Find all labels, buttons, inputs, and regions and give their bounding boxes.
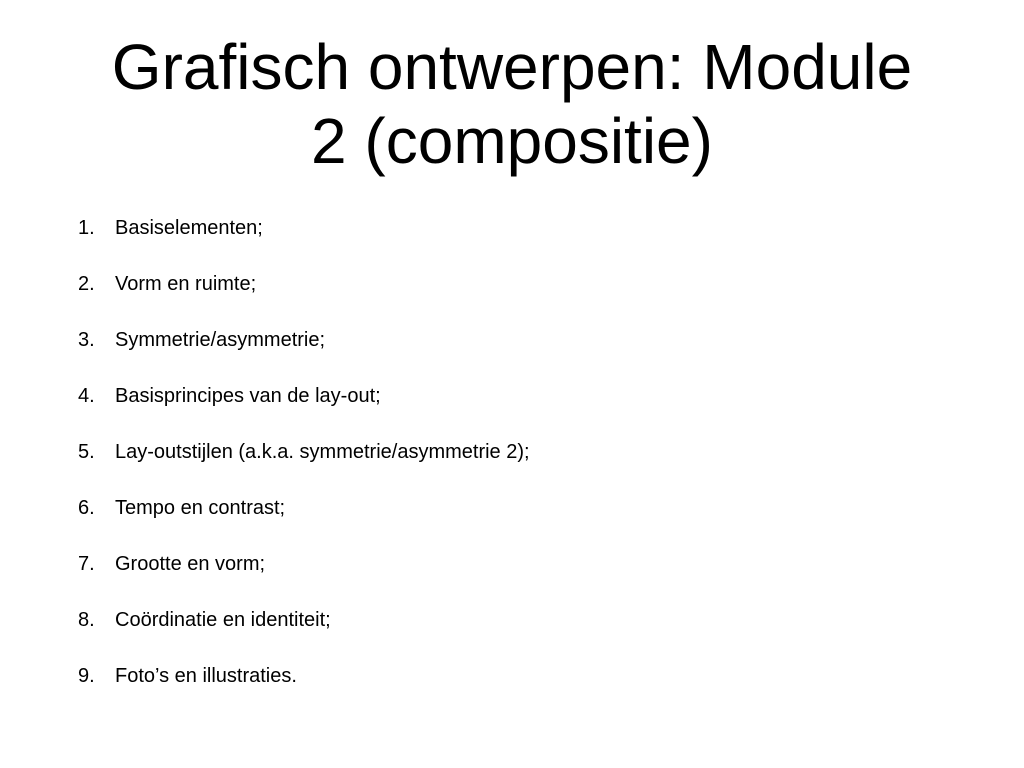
list-item-text: Tempo en contrast; [115, 497, 286, 519]
list-item [78, 550, 530, 606]
module-topic-list [78, 214, 530, 718]
list-item [78, 214, 530, 270]
list-item-text: Lay-outstijlen (a.k.a. symmetrie/asymmetrie 2); [115, 441, 530, 463]
list-item [78, 438, 530, 494]
list-item-text: Vorm en ruimte; [115, 273, 257, 295]
list-item-number: 1. [78, 217, 95, 239]
list-item-text: Coördinatie en identiteit; [115, 609, 331, 631]
list-item-text: Basisprincipes van de lay-out; [115, 385, 381, 407]
list-item [78, 326, 530, 382]
slide-title-line-2: 2 (compositie) [311, 105, 713, 177]
list-item-number: 7. [78, 553, 95, 575]
list-item [78, 494, 530, 550]
slide-title-line-1: Grafisch ontwerpen: Module [111, 31, 913, 103]
list-item-text: Symmetrie/asymmetrie; [115, 329, 326, 351]
list-item-number: 6. [78, 497, 95, 519]
slide-title [40, 30, 984, 178]
list-item-number: 2. [78, 273, 95, 295]
list-item [78, 606, 530, 662]
list-item-number: 5. [78, 441, 95, 463]
list-item [78, 382, 530, 438]
list-item [78, 270, 530, 326]
list-item-number: 3. [78, 329, 95, 351]
list-item-text: Grootte en vorm; [115, 553, 266, 575]
list-item-number: 4. [78, 385, 95, 407]
list-item-text: Foto’s en illustraties. [115, 665, 297, 687]
list-item [78, 662, 530, 718]
list-item-number: 8. [78, 609, 95, 631]
list-item-number: 9. [78, 665, 95, 687]
list-item-text: Basiselementen; [115, 217, 263, 239]
